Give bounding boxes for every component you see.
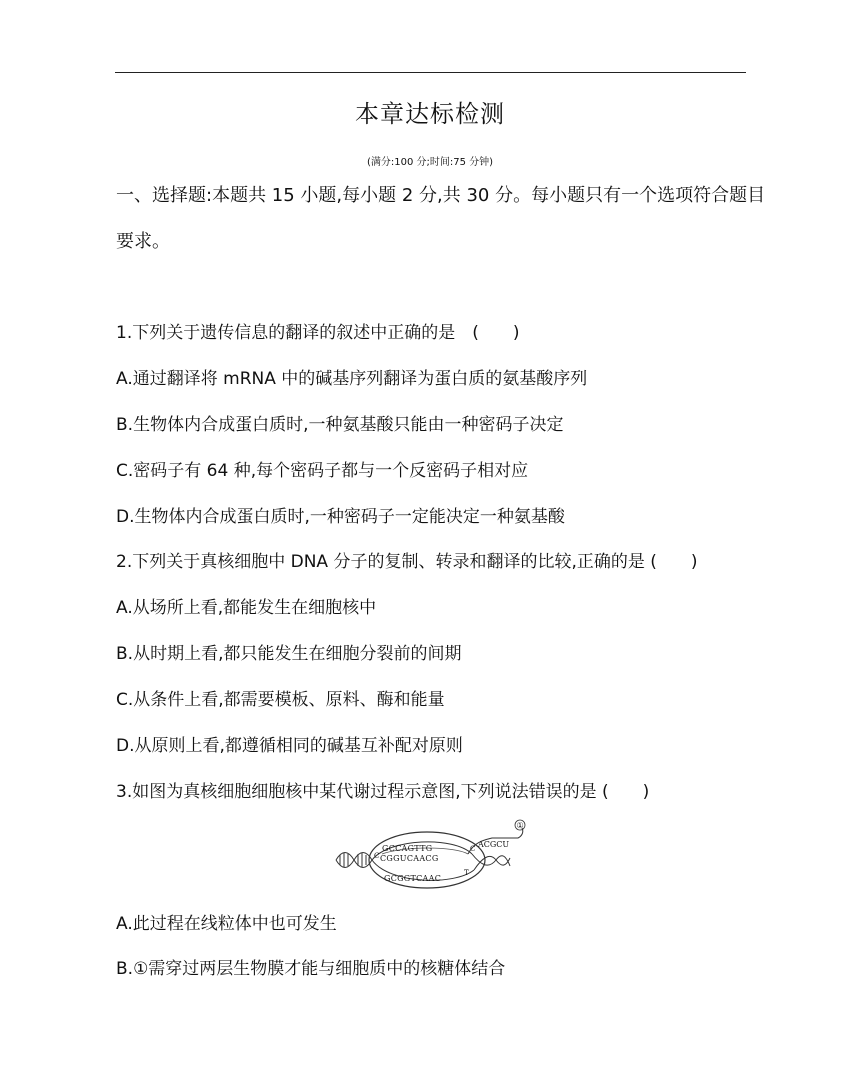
left-base-letter: C: [374, 852, 380, 860]
dna-helix-left: [336, 853, 372, 868]
question-3-option-b: B.①需穿过两层生物膜才能与细胞质中的核糖体结合: [116, 959, 506, 979]
lower-base-letter: T: [464, 869, 469, 877]
question-1-option-a: A.通过翻译将 mRNA 中的碱基序列翻译为蛋白质的氨基酸序列: [116, 369, 588, 389]
question-2-option-d: D.从原则上看,都遵循相同的碱基互补配对原则: [116, 736, 463, 756]
question-2-option-a: A.从场所上看,都能发生在细胞核中: [116, 598, 377, 618]
transcription-diagram: [334, 818, 530, 894]
question-1-option-b: B.生物体内合成蛋白质时,一种氨基酸只能由一种密码子决定: [116, 415, 564, 435]
dna-helix-right: [472, 854, 510, 870]
question-2-stem: 2.下列关于真核细胞中 DNA 分子的复制、转录和翻译的比较,正确的是 ( ): [116, 552, 698, 572]
section-heading: 一、选择题:本题共 15 小题,每小题 2 分,共 30 分。每小题只有一个选项符合题目: [116, 185, 766, 206]
question-2-option-c: C.从条件上看,都需要模板、原料、酶和能量: [116, 690, 445, 710]
page-title: 本章达标检测: [355, 100, 505, 128]
question-1-option-d: D.生物体内合成蛋白质时,一种密码子一定能决定一种氨基酸: [116, 507, 565, 527]
rna-strand-text: CGGUCAACG: [380, 854, 439, 863]
rna-tail-text: ACGCU: [478, 840, 510, 849]
exam-info: (满分:100 分;时间:75 分钟): [366, 157, 494, 168]
question-3-option-a: A.此过程在线粒体中也可发生: [116, 914, 337, 934]
question-3-stem: 3.如图为真核细胞细胞核中某代谢过程示意图,下列说法错误的是 ( ): [116, 782, 650, 802]
strand-bottom-text: GCGGTCAAC: [384, 874, 442, 883]
question-1-stem: 1.下列关于遗传信息的翻译的叙述中正确的是 ( ): [116, 323, 520, 343]
strand-top-text: GCCAGTTG: [382, 844, 433, 853]
question-1-option-c: C.密码子有 64 种,每个密码子都与一个反密码子相对应: [116, 461, 529, 481]
section-heading-cont: 要求。: [116, 231, 170, 252]
question-2-option-b: B.从时期上看,都只能发生在细胞分裂前的间期: [116, 644, 462, 664]
mid-base-letter: C: [470, 845, 476, 853]
mrna-marker: ①: [516, 821, 524, 830]
header-rule: [115, 72, 746, 73]
